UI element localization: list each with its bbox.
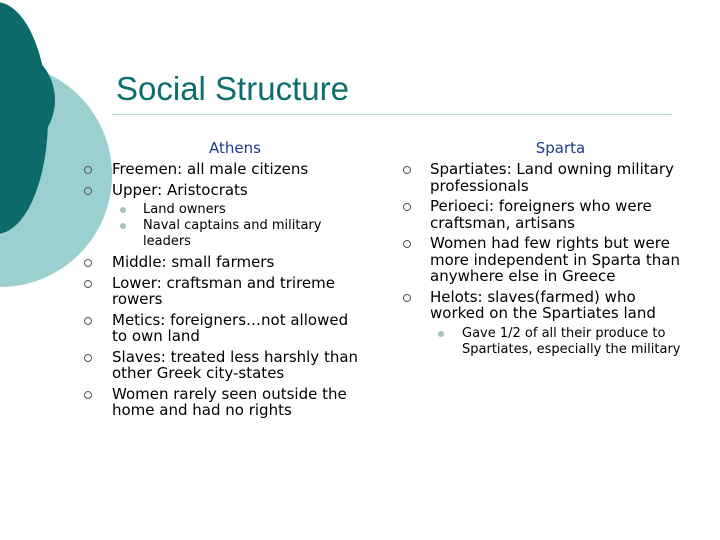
circle-bullet-icon [403, 294, 411, 302]
athens-item-text: Metics: foreigners…not allowed to own land [112, 310, 349, 345]
athens-list-item [84, 349, 359, 382]
sparta-item-text: Women had few rights but were more independent in Sparta than anywhere else in Greece [430, 234, 680, 285]
athens-item-text: Upper: Aristocrats [112, 180, 248, 199]
athens-item-text: Lower: craftsman and trireme rowers [112, 273, 336, 308]
athens-sub-item-text: Land owners [143, 202, 226, 217]
athens-sub-list [112, 202, 359, 250]
sparta-item-text: Spartiates: Land owning military professionals [430, 160, 674, 195]
athens-item-text: Freemen: all male citizens [112, 160, 309, 178]
sparta-sub-item-text: Gave 1/2 of all their produce to Spartiates, especially the military [462, 325, 681, 357]
title-divider [112, 114, 672, 115]
athens-list-item [84, 161, 359, 178]
sparta-list [403, 161, 693, 358]
athens-sub-item [112, 202, 359, 218]
sparta-heading: Sparta [535, 139, 586, 157]
athens-list [84, 161, 359, 419]
athens-heading: Athens [209, 139, 261, 157]
circle-bullet-icon [403, 166, 411, 174]
circle-bullet-icon [84, 280, 92, 288]
slide-title: Social Structure [116, 70, 349, 107]
sparta-list-item [403, 235, 693, 285]
sparta-list-item [403, 289, 693, 358]
circle-bullet-icon [84, 391, 92, 399]
circle-bullet-icon [84, 187, 92, 195]
athens-column [84, 139, 359, 419]
athens-item-text: Women rarely seen outside the home and had no rights [112, 384, 347, 419]
athens-list-item [84, 254, 359, 271]
athens-sub-item-text: Naval captains and military leaders [143, 218, 322, 249]
sparta-column [403, 139, 693, 360]
circle-bullet-icon [84, 354, 92, 362]
athens-item-text: Slaves: treated less harshly than other Greek city-states [112, 347, 359, 382]
athens-list-item [84, 182, 359, 251]
sparta-sub-item [430, 326, 693, 358]
sparta-list-item [403, 161, 693, 194]
circle-bullet-icon [403, 240, 411, 248]
circle-bullet-icon [84, 166, 92, 174]
dot-bullet-icon [120, 207, 126, 213]
sparta-sub-list [430, 326, 693, 358]
sparta-item-text: Perioeci: foreigners who were craftsman, artisans [430, 197, 652, 232]
athens-list-item [84, 386, 359, 419]
athens-item-text: Middle: small farmers [112, 253, 275, 271]
athens-list-item [84, 275, 359, 308]
circle-bullet-icon [84, 317, 92, 325]
dot-bullet-icon [438, 331, 444, 337]
dot-bullet-icon [120, 223, 126, 229]
circle-bullet-icon [403, 203, 411, 211]
sparta-list-item [403, 198, 693, 231]
sparta-item-text: Helots: slaves(farmed) who worked on the Spartiates land [430, 287, 656, 322]
athens-list-item [84, 312, 359, 345]
circle-bullet-icon [84, 259, 92, 267]
athens-sub-item [112, 218, 359, 250]
